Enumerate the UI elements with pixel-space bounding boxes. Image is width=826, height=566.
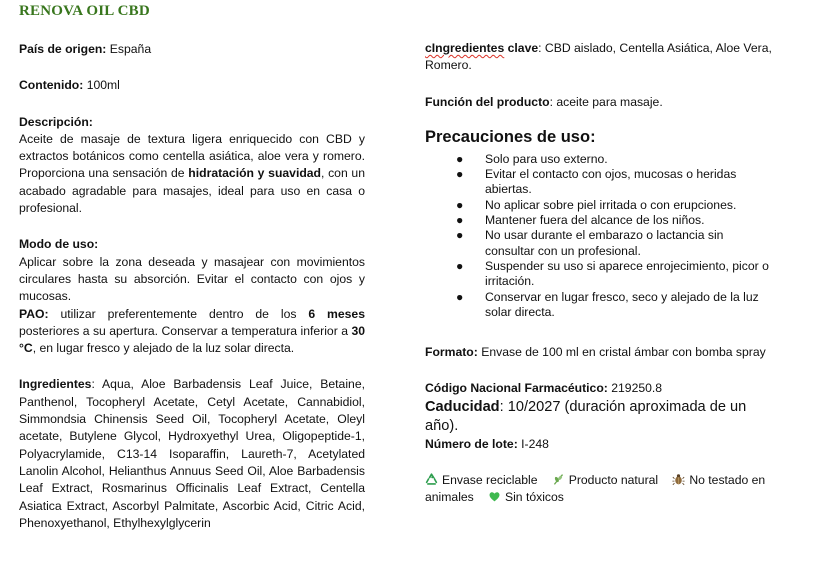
precauciones-title: Precauciones de uso: bbox=[425, 127, 596, 146]
caducidad-label: Caducidad bbox=[425, 398, 500, 415]
clave-text: : CBD aislado, Centella Asiática, Aloe Vera, Romero. bbox=[425, 41, 772, 73]
contenido-value: 100ml bbox=[83, 78, 120, 93]
left-column bbox=[19, 41, 365, 532]
list-item-text: Mantener fuera del alcance de los niños. bbox=[485, 213, 705, 228]
origen-label: País de origen: bbox=[19, 42, 107, 56]
codigo-label: Código Nacional Farmacéutico: bbox=[425, 381, 608, 396]
descripcion-text bbox=[19, 131, 365, 217]
right-column bbox=[425, 40, 775, 507]
descripcion-part-c: , con un acabado agradable para masajes, ideal para uso en casa o profesional. bbox=[19, 166, 365, 216]
origen-value: España bbox=[106, 42, 152, 56]
formato-label: Formato: bbox=[425, 345, 478, 360]
badge-animals-label: No testado en animales bbox=[425, 473, 766, 505]
misspelled-word: cIngredientes bbox=[425, 41, 505, 55]
pao-months: 6 meses bbox=[308, 306, 365, 321]
bug-icon bbox=[672, 473, 685, 486]
pao-part-a: utilizar preferentemente dentro de los bbox=[48, 306, 309, 321]
bullet-icon: ● bbox=[456, 151, 464, 166]
product-title: RENOVA OIL CBD bbox=[19, 3, 150, 19]
green-heart-icon bbox=[488, 490, 501, 503]
list-item bbox=[425, 228, 775, 259]
pao-part-c: posteriores a su apertura. Conservar a temperatura inferior a bbox=[19, 323, 352, 338]
formato-line bbox=[425, 344, 775, 361]
formato-text: Envase de 100 ml en cristal ámbar con bomba spray bbox=[477, 345, 766, 360]
precauciones-list bbox=[425, 152, 775, 320]
funcion-line bbox=[425, 94, 775, 111]
modo-label-text: Modo de uso: bbox=[19, 237, 99, 252]
bullet-icon: ● bbox=[456, 167, 464, 182]
codigo-line bbox=[425, 380, 775, 397]
origen-line bbox=[19, 41, 365, 58]
clave-label-rest: clave bbox=[504, 41, 539, 55]
caducidad-line bbox=[425, 398, 775, 436]
funcion-label: Función del producto bbox=[425, 94, 550, 109]
list-item bbox=[425, 290, 775, 321]
badge-recycle-label: Envase reciclable bbox=[442, 473, 538, 488]
list-item-text: Suspender su uso si aparece enrojecimiento, picor o irritación. bbox=[485, 258, 769, 289]
caducidad-text: : 10/2027 (duración aproximada de un año). bbox=[425, 398, 747, 434]
badge-natural-label: Producto natural bbox=[568, 473, 659, 488]
descripcion-label bbox=[19, 114, 365, 131]
lote-value: I-248 bbox=[517, 436, 549, 451]
modo-text: Aplicar sobre la zona deseada y masajear con movimientos circulares hasta su absorción. Evitar el contacto con ojos y mucosas. bbox=[19, 254, 365, 304]
pao-label: PAO: bbox=[19, 306, 49, 321]
list-item-text: Solo para uso externo. bbox=[485, 151, 608, 166]
contenido-label: Contenido: bbox=[19, 78, 84, 93]
recycle-icon bbox=[425, 473, 438, 486]
pao-text bbox=[19, 306, 365, 358]
herb-icon bbox=[552, 473, 565, 486]
badges-line bbox=[425, 472, 775, 507]
funcion-text: : aceite para masaje. bbox=[549, 94, 663, 109]
lote-line bbox=[425, 436, 775, 453]
ingredientes-text bbox=[19, 376, 365, 532]
list-item bbox=[425, 152, 775, 167]
list-item bbox=[425, 213, 775, 228]
ingredientes-list: : Aqua, Aloe Barbadensis Leaf Juice, Betaine, Panthenol, Tocopheryl Acetate, Cetyl Acetate, Cannabidiol, Simmondsia Chinensis Seed Oil, Tocopheryl Acetate, Oleyl acetate, Butylene Glycol, Hydroxyethyl Urea, Oligopeptide-1, Polyacrylamide, C13-14 Isoparaffin, Laureth-7, Acetylated Lanolin Alcohol, Helianthus Annuus Seed Oil, Aloe Barbadensis Leaf Extract, Rosmarinus Officinalis Leaf Extract, Centella Asiatica Extract, Ascorbyl Palmitate, Ascorbic Acid, Citric Acid, Phenoxyethanol, Ethylhexylglycerin bbox=[19, 377, 365, 530]
descripcion-part-a: Aceite de masaje de textura ligera enriquecido con CBD y extractos botánicos como centella asiática, aloe vera y romero. Proporciona una sensación de bbox=[19, 131, 365, 181]
list-item bbox=[425, 198, 775, 213]
ingredientes-clave-line bbox=[425, 40, 775, 75]
bullet-icon: ● bbox=[456, 213, 464, 228]
list-item-text: No usar durante el embarazo o lactancia sin consultar con un profesional. bbox=[485, 228, 724, 258]
modo-label bbox=[19, 236, 365, 253]
pao-part-e: , en lugar fresco y alejado de la luz solar directa. bbox=[32, 341, 295, 356]
codigo-value: 219250.8 bbox=[607, 381, 663, 396]
list-item-text: No aplicar sobre piel irritada o con erupciones. bbox=[485, 197, 737, 212]
pao-temperature: 30 °C bbox=[19, 323, 365, 356]
list-item bbox=[425, 167, 775, 198]
contenido-line bbox=[19, 77, 365, 94]
badge-toxicos-label: Sin tóxicos bbox=[504, 490, 564, 505]
ingredientes-label: Ingredientes bbox=[19, 377, 92, 392]
list-item-text: Conservar en lugar fresco, seco y alejado de la luz solar directa. bbox=[485, 289, 759, 319]
bullet-icon: ● bbox=[456, 228, 464, 243]
bullet-icon: ● bbox=[456, 258, 464, 273]
bullet-icon: ● bbox=[456, 197, 464, 212]
descripcion-label-text: Descripción: bbox=[19, 114, 93, 129]
descripcion-highlight: hidratación y suavidad bbox=[188, 166, 321, 181]
lote-label: Número de lote: bbox=[425, 436, 518, 451]
list-item bbox=[425, 259, 775, 290]
list-item-text: Evitar el contacto con ojos, mucosas o heridas abiertas. bbox=[485, 167, 737, 197]
bullet-icon: ● bbox=[456, 289, 464, 304]
